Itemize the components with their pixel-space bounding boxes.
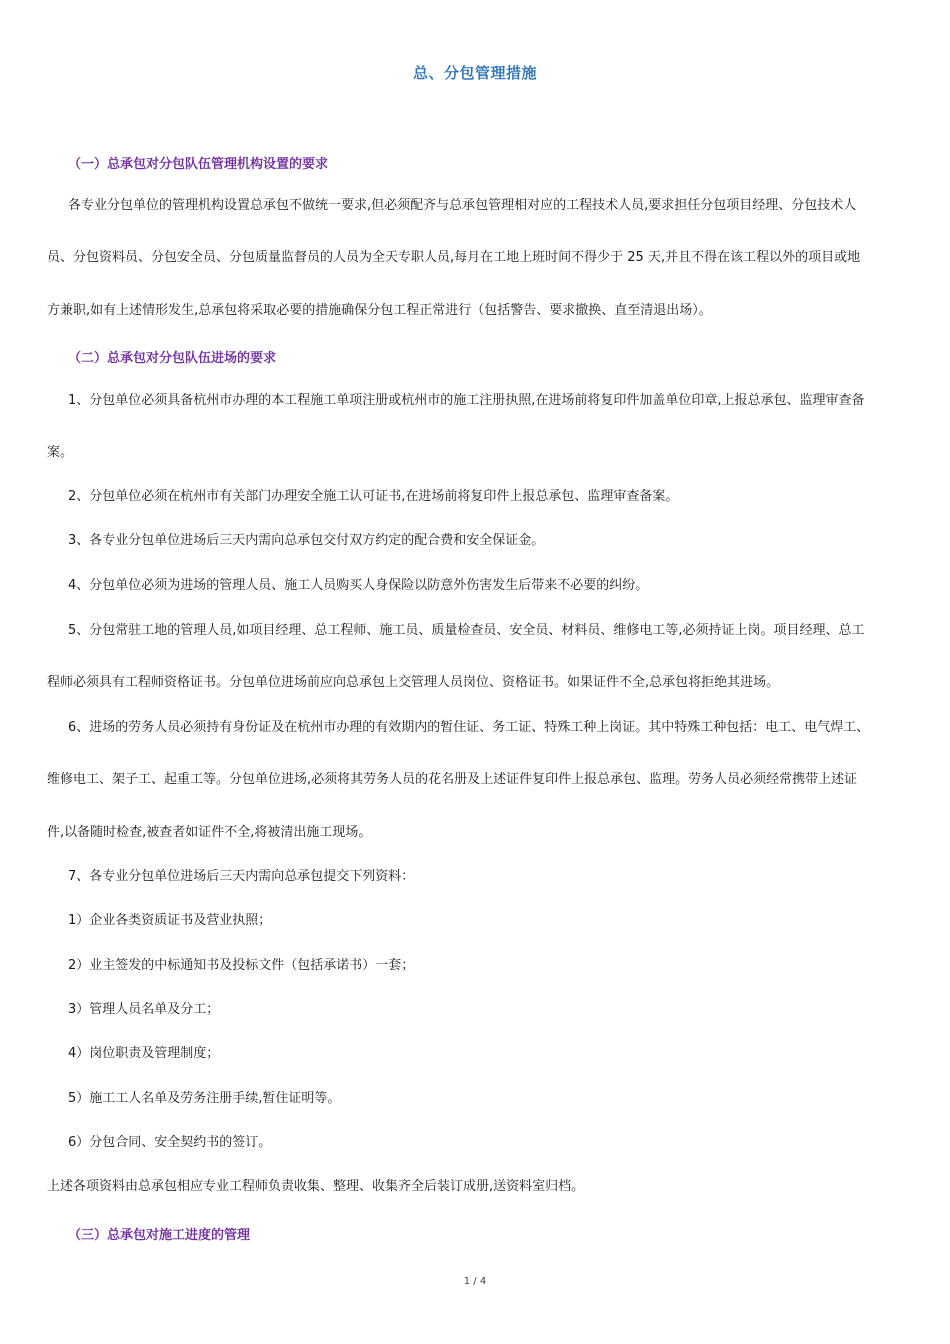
sub-list-item: 3）管理人员名单及分工；	[68, 1002, 220, 1017]
list-item-5-line: 程师必须具有工程师资格证书。分包单位进场前应向总承包上交管理人员岗位、资格证书。如果证件不全,总承包将拒绝其进场。	[47, 675, 780, 690]
sub-list-item: 1）企业各类资质证书及营业执照；	[68, 913, 272, 928]
paragraph-line: 员、分包资料员、分包安全员、分包质量监督员的人员为全天专职人员,每月在工地上班时间不得少于 25 天,并且不得在该工程以外的项目或地	[47, 250, 861, 265]
paragraph-line: 方兼职,如有上述情形发生,总承包将采取必要的措施确保分包工程正常进行（包括警告、要求撤换、直至清退出场）。	[47, 303, 712, 318]
section-heading-2: （二）总承包对分包队伍进场的要求	[68, 351, 277, 366]
section-heading-3: （三）总承包对施工进度的管理	[68, 1228, 251, 1243]
list-item-1-line: 案。	[47, 445, 74, 460]
sub-list-item: 6）分包合同、安全契约书的签订。	[68, 1135, 272, 1150]
sub-list-item: 2）业主签发的中标通知书及投标文件（包括承诺书）一套；	[68, 958, 415, 973]
closing-paragraph: 上述各项资料由总承包相应专业工程师负责收集、整理、收集齐全后装订成册,送资料室归档。	[47, 1179, 585, 1194]
list-item-6-line: 件,以备随时检查,被查者如证件不全,将被清出施工现场。	[47, 825, 372, 840]
list-item-1-line: 1、分包单位必须具备杭州市办理的本工程施工单项注册或杭州市的施工注册执照,在进场前将复印件加盖单位印章,上报总承包、监理审查备	[68, 393, 865, 408]
list-item-2: 2、分包单位必须在杭州市有关部门办理安全施工认可证书,在进场前将复印件上报总承包、监理审查备案。	[68, 489, 679, 504]
list-item-7: 7、各专业分包单位进场后三天内需向总承包提交下列资料：	[68, 869, 415, 884]
list-item-6-line: 6、进场的劳务人员必须持有身份证及在杭州市办理的有效期内的暂住证、务工证、特殊工种上岗证。其中特殊工种包括：电工、电气焊工、	[68, 720, 870, 735]
sub-list-item: 5）施工工人名单及劳务注册手续,暂住证明等。	[68, 1091, 341, 1106]
list-item-3: 3、各专业分包单位进场后三天内需向总承包交付双方约定的配合费和安全保证金。	[68, 533, 545, 548]
list-item-6-line: 维修电工、架子工、起重工等。分包单位进场,必须将其劳务人员的花名册及上述证件复印件上报总承包、监理。劳务人员必须经常携带上述证	[47, 772, 858, 787]
paragraph-line: 各专业分包单位的管理机构设置总承包不做统一要求,但必须配齐与总承包管理相对应的工程技术人员,要求担任分包项目经理、分包技术人	[68, 198, 857, 213]
document-title: 总、分包管理措施	[412, 64, 537, 82]
sub-list-item: 4）岗位职责及管理制度；	[68, 1046, 220, 1061]
list-item-4: 4、分包单位必须为进场的管理人员、施工人员购买人身保险以防意外伤害发生后带来不必要的纠纷。	[68, 578, 649, 593]
section-heading-1: （一）总承包对分包队伍管理机构设置的要求	[68, 157, 329, 172]
list-item-5-line: 5、分包常驻工地的管理人员,如项目经理、总工程师、施工员、质量检查员、安全员、材料员、维修电工等,必须持证上岗。项目经理、总工	[68, 623, 865, 638]
page-number: 1 / 4	[463, 1276, 487, 1287]
